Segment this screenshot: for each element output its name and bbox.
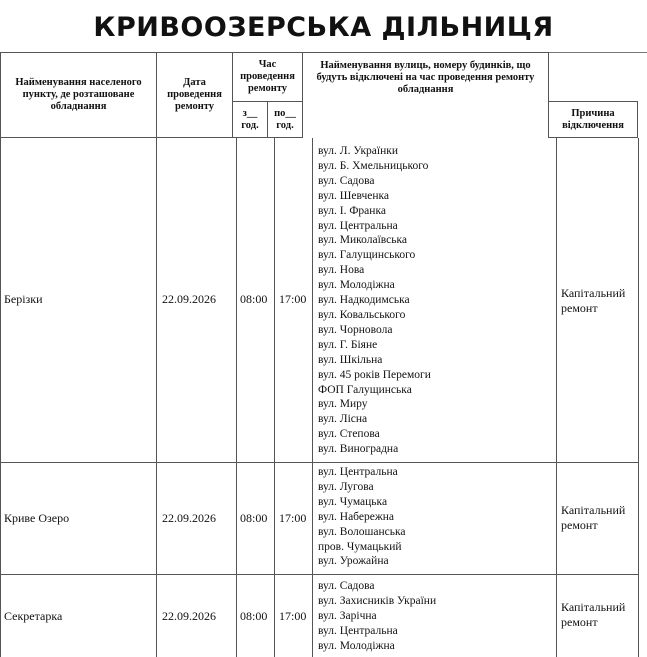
list-item: вул. Урожайна [318,555,389,568]
list-item: вул. Шевченка [318,189,390,202]
list-item: вул. Центральна [318,466,398,478]
list-item: вул. Нова [318,264,365,277]
header-from [232,101,268,138]
list-item: вул. Центральна [318,624,398,637]
row1-settlement: Берізки [4,292,43,306]
list-item: вул. Б. Хмельницького [318,159,429,172]
list-item: вул. І. Франка [318,204,386,217]
list-item: вул. Миколаївська [318,234,408,247]
row2-streets [318,465,406,569]
list-item: вул. Чумацька [318,495,388,508]
header-reason [548,101,638,138]
list-item: вул. Центральна [318,219,398,232]
row2-date: 22.09.2026 [162,511,216,525]
grid-h-row1-bottom [0,462,639,463]
list-item: вул. Лісна [318,413,368,426]
header-settlement-text: Найменування населеного пункту, де розташоване обладнання [15,77,142,112]
row2-to: 17:00 [279,511,307,525]
header-time-text: Час проведення ремонту [240,59,295,94]
row3-streets [318,579,436,654]
header-from-text: з__ год. [241,107,259,131]
list-item: вул. Л. Українки [318,145,398,157]
row1-reason: Капітальний ремонт [561,286,626,315]
list-item: вул. Садова [318,580,375,592]
row3-to: 17:00 [279,609,307,623]
list-item: вул. Миру [318,398,368,411]
list-item: вул. Лугова [318,480,374,493]
header-streets [302,52,549,102]
list-item: вул. Галущинського [318,249,416,262]
list-item: пров. Чумацький [318,540,402,553]
grid-v-2 [236,138,237,657]
header-reason-text: Причина відключення [562,107,624,131]
list-item: вул. Волошанська [318,525,406,538]
list-item: вул. Степова [318,428,380,441]
list-item: вул. Садова [318,174,375,187]
grid-v-6 [638,138,639,657]
row2-settlement: Криве Озеро [4,511,70,525]
page-title: КРИВООЗЕРСЬКА ДІЛЬНИЦЯ [93,12,554,43]
list-item: вул. Молодіжна [318,279,395,292]
list-item: вул. Захисників України [318,594,437,607]
row1-streets [318,144,431,457]
list-item: вул. Г. Бiяне [318,338,378,351]
header-date-text: Дата проведення ремонту [167,77,222,112]
row1-to: 17:00 [279,292,307,306]
list-item: вул. Виноградна [318,443,399,456]
row1-date: 22.09.2026 [162,292,216,306]
header-streets-right-edge [548,52,549,102]
list-item: вул. Шкільна [318,353,383,366]
list-item: вул. Молодіжна [318,639,395,652]
row3-reason: Капітальний ремонт [561,600,626,629]
list-item: ФОП Галущинська [318,383,412,396]
grid-h-row2-bottom [0,574,639,575]
list-item: вул. Набережна [318,510,395,523]
row1-from: 08:00 [240,292,268,306]
list-item: вул. 45 років Перемоги [318,368,431,381]
header-to [267,101,303,138]
list-item: вул. Надкодимська [318,294,410,307]
list-item: вул. Зарічна [318,609,377,622]
grid-v-5 [556,138,557,657]
header-to-text: по__ год. [274,107,296,131]
row3-from: 08:00 [240,609,268,623]
row3-settlement: Секретарка [4,609,63,623]
grid-v-3 [274,138,275,657]
header-date [156,52,233,138]
header-settlement [0,52,157,138]
header-streets-text: Найменування вулиць, номеру будинків, що будуть відключені на час проведення ремонту обладнання [316,59,535,95]
list-item: вул. Чорновола [318,323,393,336]
row2-reason: Капітальний ремонт [561,503,626,532]
row3-date: 22.09.2026 [162,609,216,623]
list-item: вул. Ковальського [318,308,406,321]
grid-v-4 [312,138,313,657]
grid-v-1 [156,138,157,657]
grid-v-0 [0,138,1,657]
header-time [232,52,303,102]
row2-from: 08:00 [240,511,268,525]
